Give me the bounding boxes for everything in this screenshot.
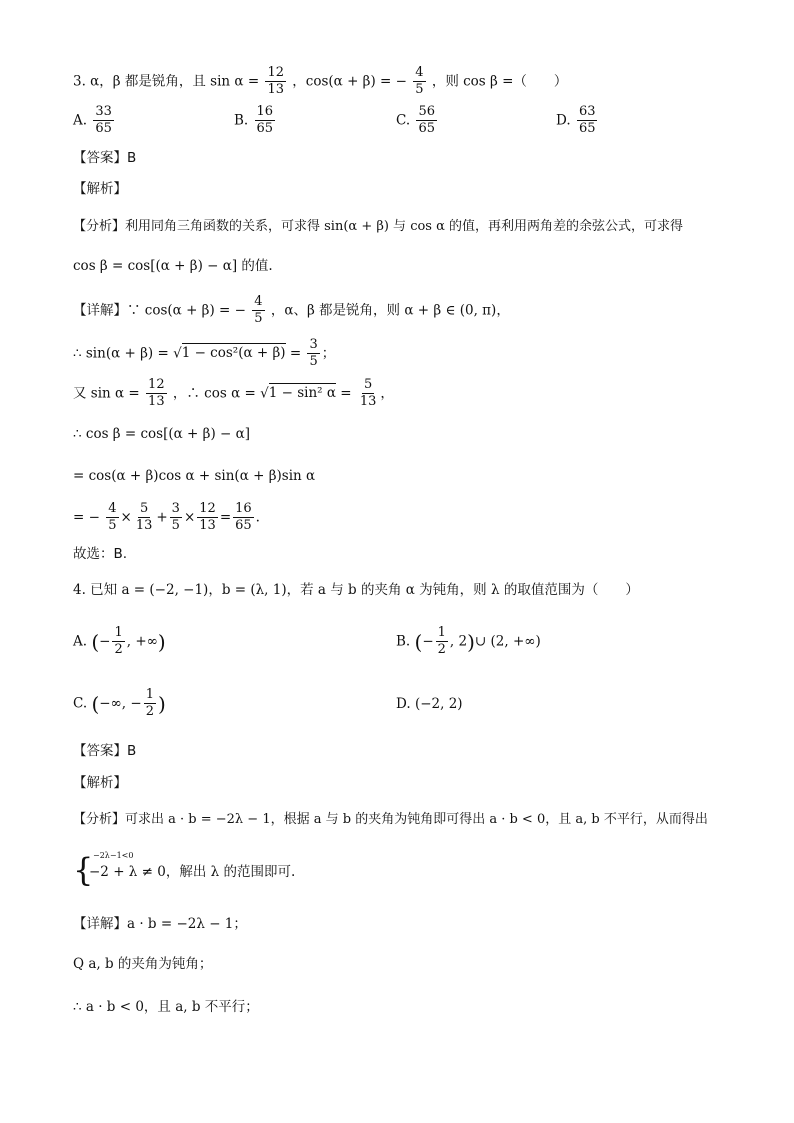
q3-detail-1: 【详解】∵ cos(α + β) = − $\frac{4}{5}$ ，α、β 都是锐角，则 α + β ∈ (0, π)， — [73, 294, 510, 327]
q3-choose: 故选：B. — [73, 546, 128, 562]
q4-stem: 4. 已知 a = (−2, −1)，b = (λ, 1)，若 a 与 b 的夹角 α 为钝角，则 λ 的取值范围为（ ） — [73, 582, 639, 598]
q4-option-b: B. (− $\frac{1}{2}$ , 2)∪ (2, +∞) — [396, 625, 541, 658]
q3-step-5: = − $\frac{4}{5}$ × $\frac{5}{13}$ + $\frac{3}{5}$ × $\frac{12}{13}$ = $\frac{16}{65}$ . — [73, 501, 260, 534]
sqrt-icon: √ — [260, 385, 269, 402]
q4-option-a: A. (− $\frac{1}{2}$ , +∞) — [73, 625, 166, 658]
q3-stem-a: 3. α，β 都是锐角，且 sin α = — [73, 73, 260, 90]
q4-last-line: ∴ a · b < 0，且 a, b 不平行； — [73, 999, 259, 1015]
q4-sys-tiny: −2λ−1<0 — [93, 851, 134, 860]
q3-option-b: B. $\frac{16}{65}$ — [234, 104, 274, 137]
q3-answer: 【答案】B — [73, 150, 137, 166]
q3-stem-b: ，cos(α + β) = − — [292, 73, 407, 90]
q4-detail: 【详解】a · b = −2λ − 1； — [73, 916, 247, 932]
sqrt-icon: √ — [173, 345, 182, 362]
q3-step-2: 又 sin α = $\frac{12}{13}$ ，∴ cos α = √1 − sin² α = $\frac{5}{13}$ ， — [73, 377, 394, 410]
frac-4-5: $\frac{4}{5}$ — [415, 65, 424, 98]
frac-12-13: $\frac{12}{13}$ — [267, 65, 284, 98]
q4-answer: 【答案】B — [73, 743, 137, 759]
q3-option-a: A. $\frac{33}{65}$ — [73, 104, 112, 137]
brace-icon: { — [73, 851, 94, 889]
q4-analysis-head: 【解析】 — [73, 775, 127, 791]
q3-stem-c: ，则 cos β =（ ） — [431, 73, 568, 90]
q4-sys-line: −2 + λ ≠ 0，解出 λ 的范围即可. — [89, 864, 296, 880]
q3-option-d: D. $\frac{63}{65}$ — [556, 104, 596, 137]
q3-fenxi-1: 【分析】利用同角三角函数的关系，可求得 sin(α + β) 与 cos α 的值，再利用两角差的余弦公式，可求得 — [73, 219, 684, 234]
q3-analysis-head: 【解析】 — [73, 181, 127, 197]
q3-step-1: ∴ sin(α + β) = √1 − cos²(α + β) = $\frac{3}{5}$ ； — [73, 337, 336, 370]
q4-q-line: Q a, b 的夹角为钝角； — [73, 956, 213, 972]
q3-step-3: ∴ cos β = cos[(α + β) − α] — [73, 426, 250, 442]
q3-fenxi-2: cos β = cos[(α + β) − α] 的值. — [73, 258, 273, 274]
q3-step-4: = cos(α + β)cos α + sin(α + β)sin α — [73, 468, 316, 484]
q4-option-c: C. (−∞, − $\frac{1}{2}$ ) — [73, 687, 166, 720]
q3-stem — [73, 66, 567, 98]
q3-option-c: C. $\frac{56}{65}$ — [396, 104, 435, 137]
q4-fenxi-1: 【分析】可求出 a · b = −2λ − 1，根据 a 与 b 的夹角为钝角即可得出 a · b < 0，且 a, b 不平行，从而得出 — [73, 812, 708, 827]
q4-option-d: D. (−2, 2) — [396, 696, 463, 712]
